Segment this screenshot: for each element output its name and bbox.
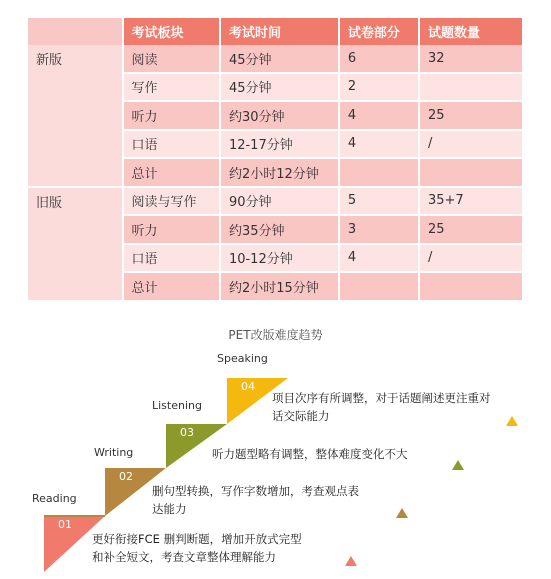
step-number-03: 03 [180,426,194,439]
difficulty-stairs-diagram [0,340,551,579]
table-cell: 2 [340,74,420,103]
table-cell: 听力 [124,102,221,131]
header-cell: 试卷部分 [340,18,420,45]
table-row [28,45,522,74]
table-cell: 约30分钟 [221,102,340,131]
table-cell: 阅读与写作 [124,188,221,217]
table-cell: 4 [340,131,420,160]
table-cell [340,159,420,188]
triangle-marker-icon [345,556,357,566]
stage-label-speaking: Speaking [217,352,268,365]
table-cell: 45分钟 [221,45,340,74]
stage-label-reading: Reading [32,492,77,505]
table-cell: 口语 [124,131,221,160]
table-cell: 阅读 [124,45,221,74]
table-cell: 总计 [124,159,221,188]
triangle-marker-icon [506,416,518,426]
table-cell: 3 [340,216,420,245]
table-cell: 4 [340,245,420,274]
table-cell [420,159,522,188]
table-cell [340,273,420,302]
table-cell: 10-12分钟 [221,245,340,274]
table-cell: 约2小时12分钟 [221,159,340,188]
exam-comparison-table [28,18,522,302]
table-cell: 25 [420,216,522,245]
step-number-04: 04 [241,380,255,393]
table-cell: 总计 [124,273,221,302]
step-riser-02 [44,515,105,517]
table-cell: 5 [340,188,420,217]
stage-desc-reading-1: 更好衔接FCE 删判断题，增加开放式完型 [92,532,302,546]
stage-desc-reading-2: 和补全短文，考查文章整体理解能力 [92,550,276,564]
table-cell: 听力 [124,216,221,245]
table-cell: 90分钟 [221,188,340,217]
step-shape-03 [166,424,227,468]
table-cell: 6 [340,45,420,74]
table-cell: 45分钟 [221,74,340,103]
table-cell: 35+7 [420,188,522,217]
table-cell: 32 [420,45,522,74]
header-cell: 试题数量 [420,18,522,45]
table-cell: 约2小时15分钟 [221,273,340,302]
step-number-01: 01 [58,518,72,531]
table-row [28,188,522,217]
table-cell [420,273,522,302]
group-label-old: 旧版 [28,188,124,302]
stage-desc-speaking-1: 项目次序有所调整，对于话题阐述更注重对 [272,391,491,405]
table-cell: 4 [340,102,420,131]
group-label-new: 新版 [28,45,124,188]
table-cell: / [420,245,522,274]
table-cell: 25 [420,102,522,131]
triangle-marker-icon [396,508,408,518]
header-cell [28,18,124,45]
table-cell: 口语 [124,245,221,274]
table-cell: 约35分钟 [221,216,340,245]
step-number-02: 02 [119,470,133,483]
table-cell: 12-17分钟 [221,131,340,160]
header-cell: 考试时间 [221,18,340,45]
diagram-caption: PET改版难度趋势 [228,328,323,342]
table-cell: / [420,131,522,160]
stage-desc-writing-2: 达能力 [152,502,187,516]
table-cell: 写作 [124,74,221,103]
stage-label-writing: Writing [94,446,134,459]
stage-desc-listening-1: 听力题型略有调整，整体难度变化不大 [212,447,408,461]
table-header-row [28,18,522,45]
stage-label-listening: Listening [152,399,202,412]
header-cell: 考试板块 [124,18,221,45]
stage-desc-writing-1: 删句型转换，写作字数增加，考查观点表 [152,484,359,498]
triangle-marker-icon [452,460,464,470]
table-cell [420,74,522,103]
stage-desc-speaking-2: 话交际能力 [272,409,330,423]
